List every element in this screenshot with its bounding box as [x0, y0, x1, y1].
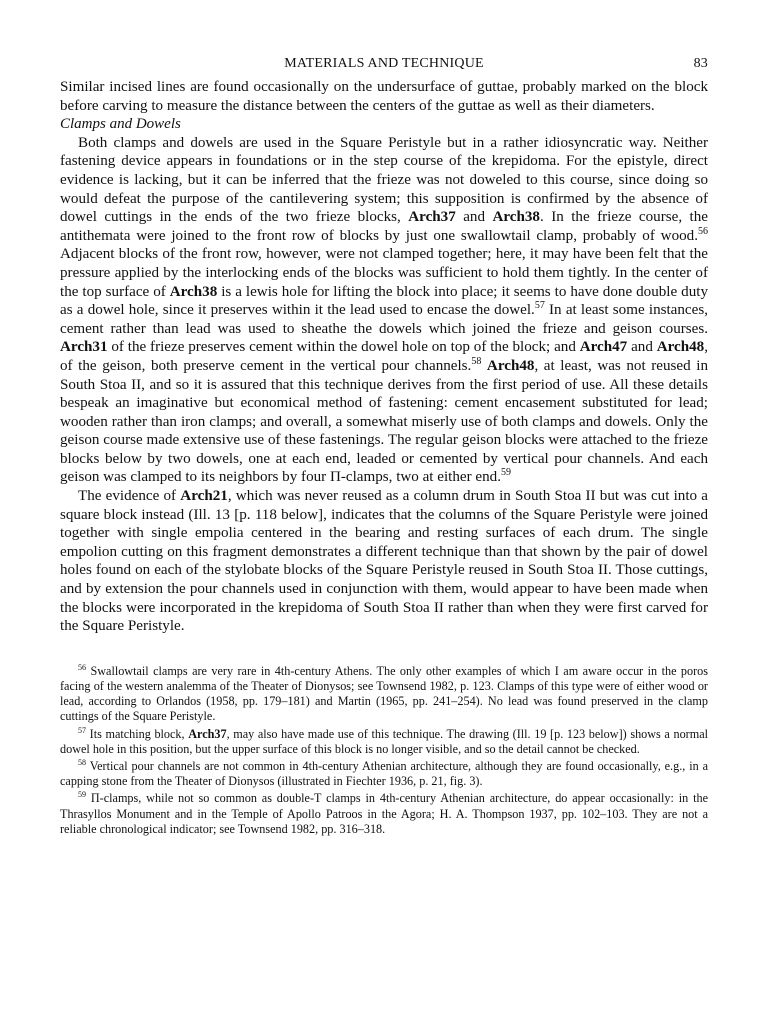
text-run: is a lewis hole for lifting the block into place; it seems to have done double duty as a dowel hole, since it preserves within it the lead used to encase the dowel. — [60, 283, 708, 319]
text-run: . In the frieze course, the antithemata were joined to the front row of blocks by just one swallowtail clamp, probably of wood. — [60, 209, 708, 244]
text-run: The evidence of — [78, 488, 181, 505]
text-run: , of the geison, both preserve cement in the vertical pour channels. — [60, 339, 709, 374]
text-run: , which was never reused as a column drum in South Stoa II but was cut into a square block instead (Ill. 13 [p. 118 below], indicates that the columns of the Square Peristyle were joined together with single empolia centered in the bearing and resting surfaces of each drum. The single empolion cutting on this fragment demonstrates a different technique than that shown by the pair of dowel holes found on each of the stylobate blocks of the Square Peristyle reused in South Stoa II. Those cuttings, and by extension the pour channels used in conjunction with them, would appear to have been made when the blocks were incorporated in the krepidoma of South Stoa II rather than when they were first carved for the Square Peristyle. — [60, 488, 708, 635]
catalog-reference: Arch48 — [486, 357, 535, 374]
footnote-marker: 59 — [500, 467, 511, 479]
footnote-58 — [60, 759, 708, 789]
running-title: MATERIALS AND TECHNIQUE — [284, 56, 484, 71]
catalog-reference: Arch48 — [656, 339, 705, 356]
catalog-reference: Arch31 — [60, 339, 108, 356]
footnotes — [60, 664, 708, 837]
catalog-reference: Arch37 — [408, 209, 456, 226]
catalog-reference: Arch38 — [169, 283, 218, 300]
catalog-reference: Arch38 — [492, 209, 540, 226]
footnote-57 — [60, 727, 708, 757]
catalog-reference: Arch47 — [579, 339, 628, 356]
text-run: of the frieze preserves cement within the dowel hole on top of the block; and — [107, 339, 580, 356]
footnote-text: Vertical pour channels are not common in 4th-century Athenian architecture, although they are found occasionally, e.g., in a capping stone from the Theater of Dionysos (illustrated in Fiechter 1936, p. 21, fig. 3). — [60, 759, 709, 789]
catalog-reference: Arch37 — [188, 726, 227, 741]
footnote-text: Its matching block, — [89, 726, 189, 741]
text-run: , at least, was not reused in South Stoa II, and so it is assured that this technique derives from the first period of use. All these details bespeak an imaginative but economical method of fastening: cement encasement substituted for lead; wooden rather than iron clamps; and overall, a somewhat miserly use of both clamps and dowels. Only the geison course made extensive use of these fastenings. The regular geison blocks were attached to the frieze blocks below by two dowels, one at each end, leaded or cemented by vertical pour channels. And each geison was clamped to its neighbors by four Π-clamps, two at either end. — [60, 357, 708, 486]
footnote-marker: 57 — [534, 300, 545, 312]
text-run: and — [455, 209, 493, 226]
body-text — [60, 78, 708, 636]
running-header — [60, 56, 708, 78]
page-number: 83 — [693, 56, 708, 71]
footnote-marker: 58 — [471, 355, 482, 367]
section-heading: Clamps and Dowels — [60, 116, 181, 133]
catalog-reference: Arch21 — [180, 488, 228, 505]
footnote-number: 57 — [78, 725, 86, 735]
text-run: Both clamps and dowels are used in the Square Peristyle but in a rather idiosyncratic way. Neither fastening device appears in foundations or in the step course of the krepidoma. For the epistyle, direct evidence is lacking, but it can be inferred that the frieze was not doweled to this course, since doing so would defeat the purpose of the cantilevering system; this supposition is confirmed by the absence of dowel cuttings in the ends of the two frieze blocks, — [60, 134, 708, 226]
intro-paragraph: Similar incised lines are found occasionally on the undersurface of guttae, probably marked on the block before carving to measure the distance between the centers of the guttae as well as their diameters. — [60, 79, 708, 114]
footnote-number: 58 — [78, 757, 86, 767]
paragraph-arch21 — [60, 487, 708, 636]
page — [60, 56, 708, 839]
footnote-56 — [60, 664, 708, 725]
footnote-text: , may also have made use of this technique. The drawing (Ill. 19 [p. 123 below]) shows a normal dowel hole in this position, but the upper surface of this block is no longer visible, and so the detail cannot be checked. — [60, 726, 708, 756]
text-run: Adjacent blocks of the front row, however, were not clamped together; here, it may have been felt that the pressure applied by the interlocking ends of the blocks was sufficient to hold them tightly. In the center of the top surface of — [60, 246, 708, 300]
footnote-number: 59 — [78, 790, 86, 800]
footnote-59 — [60, 791, 708, 837]
paragraph-clamps-dowels — [60, 134, 708, 487]
footnote-text: Π-clamps, while not so common as double-T clamps in 4th-century Athenian architecture, do appear occasionally: in the Thrasyllos Monument and in the Temple of Apollo Patroos in the Agora; H. A. Thompson 1937, pp. 102–103. They are not a reliable chronological indicator; see Townsend 1982, pp. 316–318. — [60, 791, 708, 836]
text-run: and — [627, 339, 657, 356]
text-run: In at least some instances, cement rather than lead was used to sheathe the dowels which joined the frieze and geison courses. — [60, 302, 708, 337]
footnote-text: Swallowtail clamps are very rare in 4th-century Athens. The only other examples of which I am aware occur in the poros facing of the western analemma of the Theater of Dionysos; see Townsend 1982, p. 123. Clamps of this type were of either wood or lead, according to Orlandos (1958, pp. 179–181) and Martin (1965, pp. 241–254). No lead was found preserved in the clamp cuttings of the Square Peristyle. — [60, 663, 708, 724]
footnote-marker: 56 — [698, 225, 708, 237]
footnote-number: 56 — [78, 662, 86, 672]
